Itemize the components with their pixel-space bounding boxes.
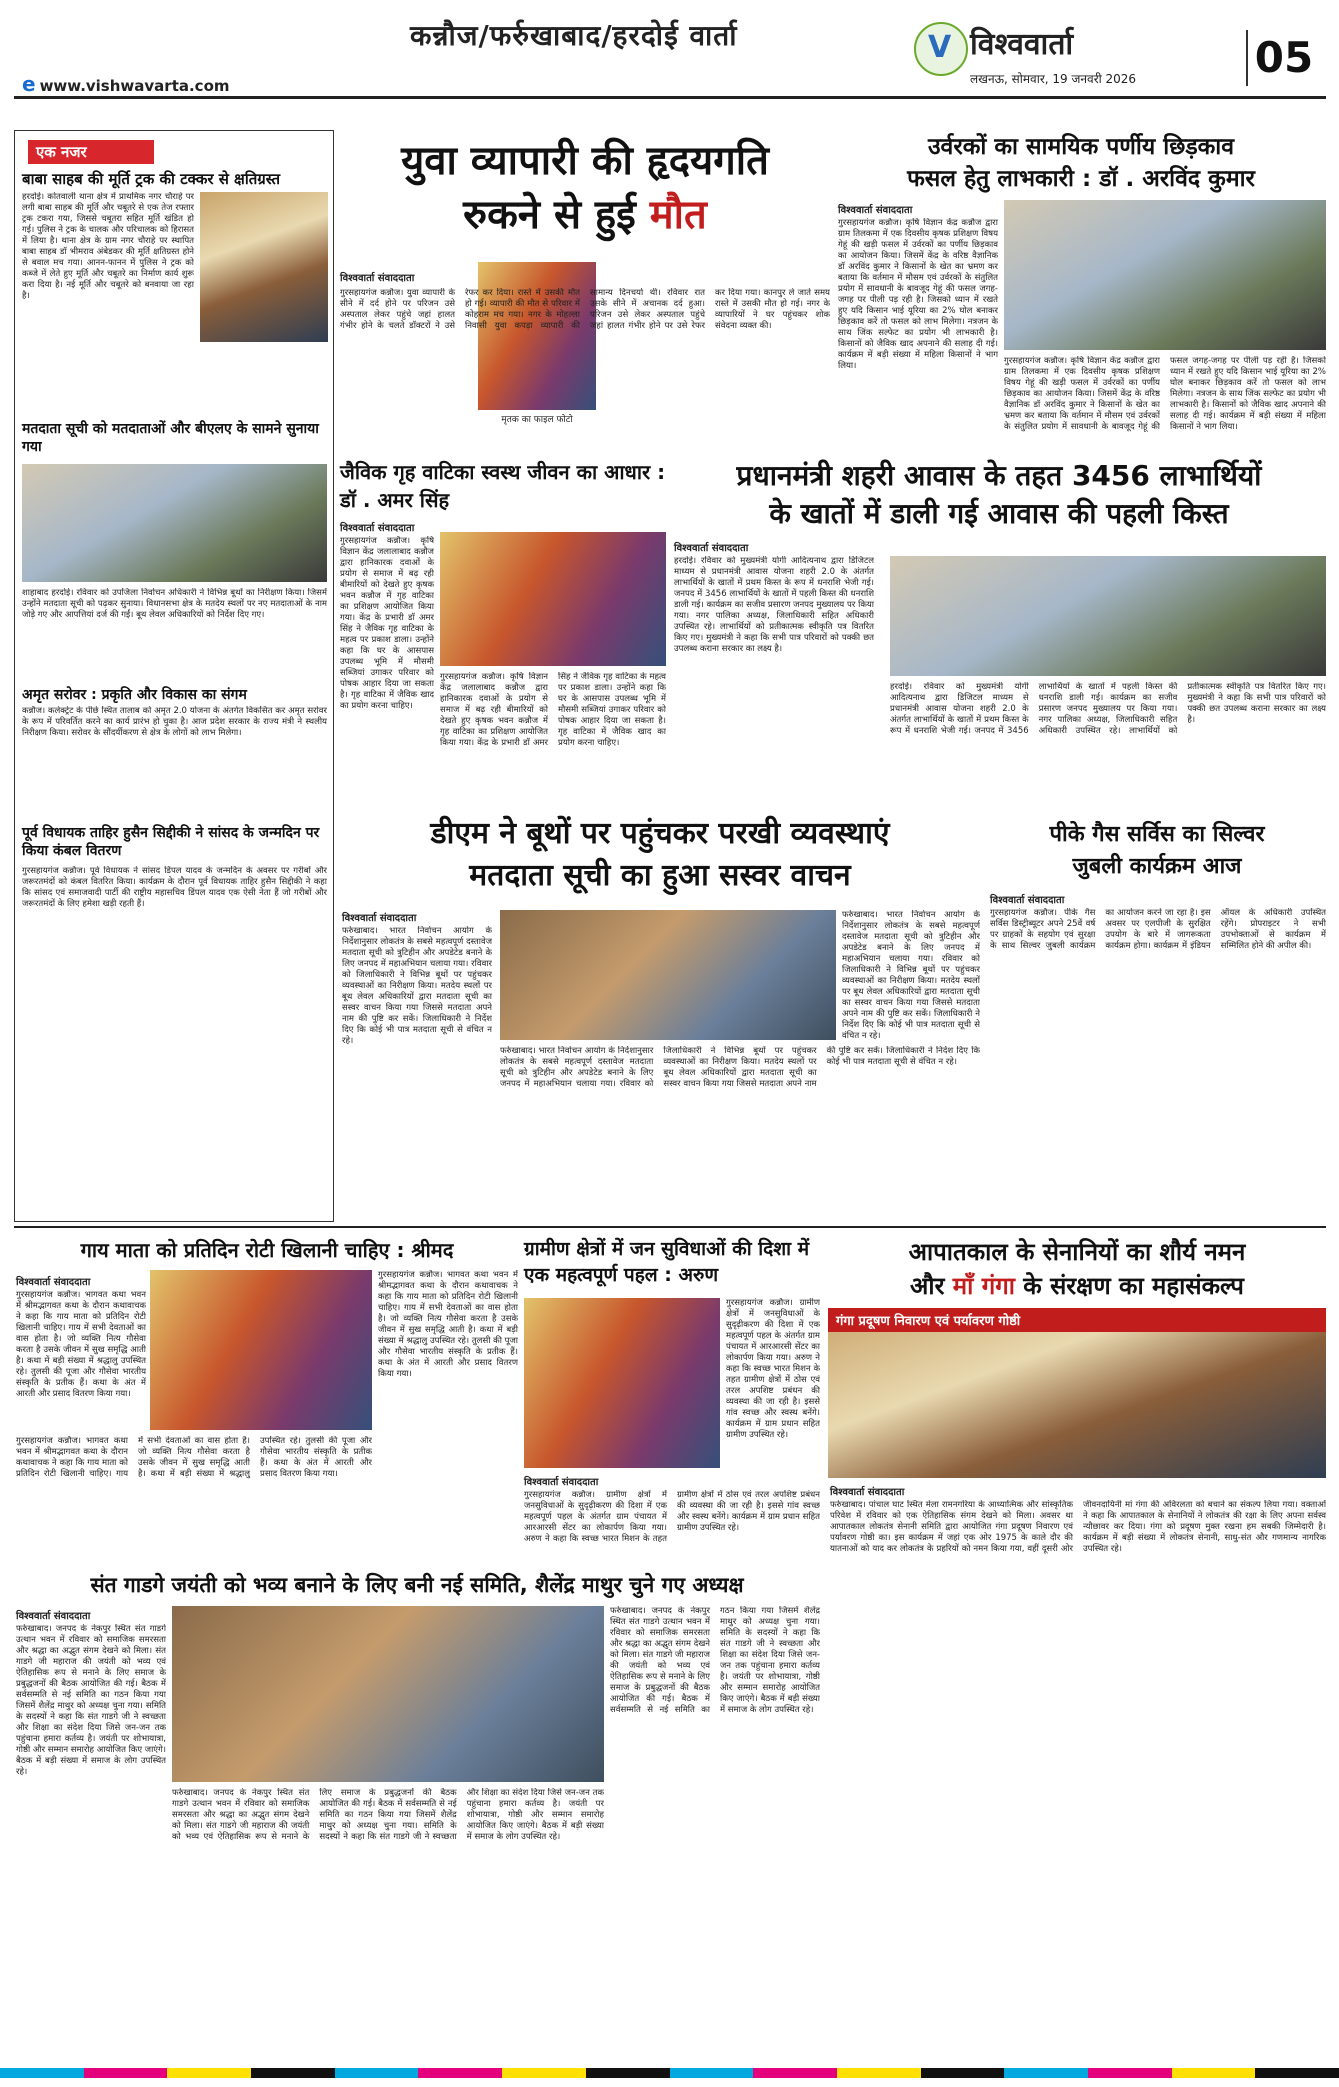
lead-photo-caption: मृतक का फाइल फोटो <box>501 415 573 425</box>
cow-photo <box>150 1270 372 1430</box>
fertilizer-photo <box>1004 200 1326 350</box>
gas-headline-1: पीके गैस सर्विस का सिल्वर <box>1049 822 1265 847</box>
section-title: कन्नौज/फर्रुखाबाद/हरदोई वार्ता <box>410 19 738 52</box>
gadge-body-cont: फर्रुखाबाद। जनपद के नेकपुर स्थित संत गाडगे उत्थान भवन में रविवार को समाजिक समरसता और श्रद्धा का अद्भुत संगम देखने को मिला। संत गाडगे जी महाराज की जयंती को भव्य एवं ऐतिहासिक रूप से मनाने के लिए समाज के प्रबुद्धजनों की बैठक आयोजित की गई। बैठक में सर्वसम्मति से नई समिति का गठन किया गया जिसमें शैलेंद्र माथुर को अध्यक्ष चुना गया। समिति के सदस्यों ने कहा कि संत गाडगे जी ने स्वच्छता और शिक्षा का संदेश दिया जिसे जन-जन तक पहुंचाना हमारा कर्तव्य है। जयंती पर शोभायात्रा, गोष्ठी और सम्मान समारोह आयोजित किए जाएंगे। बैठक में बड़ी संख्या में समाज के लोग उपस्थित रहे। <box>172 1788 604 1842</box>
meeting-photo <box>22 464 327 582</box>
dm-headline-1: डीएम ने बूथों पर पहुंचकर परखी व्यवस्थाएं <box>430 816 890 851</box>
dm-byline: विश्ववार्ता संवाददाता <box>342 913 417 924</box>
awas-photo <box>890 556 1326 676</box>
cow-byline: विश्ववार्ता संवाददाता <box>16 1277 91 1288</box>
browser-e-icon: e <box>22 72 36 96</box>
fertilizer-headline-2: फसल हेतु लाभकारी : डॉ . अरविंद कुमार <box>907 166 1255 192</box>
cow-body: गुरसहायगंज कन्नौज। भागवत कथा भवन में श्रीमद्भागवत कथा के दौरान कथावाचक ने कहा कि गाय माता को प्रतिदिन रोटी खिलानी चाहिए। गाय में सभी देवताओं का वास होता है। जो व्यक्ति नित्य गौसेवा करता है उसके जीवन में सुख समृद्धि आती है। कथा में बड़ी संख्या में श्रद्धालु उपस्थित रहे। तुलसी की पूजा और गौसेवा भारतीय संस्कृति के प्रतीक हैं। कथा के अंत में आरती और प्रसाद वितरण किया गया। <box>16 1290 146 1399</box>
emergency-headline-2: और माँ गंगा के संरक्षण का महासंकल्प <box>910 1272 1244 1300</box>
fertilizer-body: गुरसहायगंज कन्नौज। कृषि विज्ञान केंद्र कन्नौज द्वारा ग्राम तिलकमा में एक दिवसीय कृषक प्रशिक्षण विषय गेहूं की खड़ी फसल में उर्वरकों का पर्णीय छिड़काव का आयोजन किया। जिसमें केंद्र के वरिष्ठ वैज्ञानिक डॉ अरविंद कुमार ने किसानों के खेत का भ्रमण कर बताया कि वर्तमान में मौसम एवं उर्वरकों के संतुलित प्रयोग में सावधानी के बावजूद गेहूं की फसल जगह-जगह पर पीली पड़ रही है। जिसको ध्यान में रखते हुए यदि किसान भाई यूरिया का 2% घोल बनाकर छिड़काव करें तो फसल को लाभ मिलेगा। नत्रजन के साथ जिंक सल्फेट का प्रयोग भी लाभकारी है। किसानों को जैविक खाद अपनाने की सलाह दी गई। कार्यक्रम में बड़ी संख्या में महिला किसानों ने भाग लिया। <box>838 218 998 371</box>
ek-nazar-body-1: हरदोई। कोतवाली थाना क्षेत्र में प्राथमिक नगर चौराहे पर लगी बाबा साहब की मूर्ति और चबूतरे से एक तेज रफ्तार ट्रक टकरा गया, जिससे चबूतरा सहित मूर्ति खंडित हो गई। पुलिस ने ट्रक के चालक और परिचालक को हिरासत में लिया है। थाना क्षेत्र के ग्राम नगर चौराहे पर स्थापित बाबा साहब डॉ भीमराव अंबेडकर की मूर्ति क्षतिग्रस्त होने से बवाल मच गया। आनन-फानन में पुलिस ने ट्रक को कब्जे में लेते हुए मूर्ति और चबूतरे का निर्माण कार्य शुरू करा दिया है। नई मूर्ति और चबूतरे को बनवाया जा रहा है। <box>22 192 194 301</box>
gadge-headline: संत गाडगे जयंती को भव्य बनाने के लिए बनी नई समिति, शैलेंद्र माथुर चुने गए अध्यक्ष <box>90 1573 744 1597</box>
garden-byline: विश्ववार्ता संवाददाता <box>340 523 415 534</box>
awas-body: हरदोई। रविवार को मुख्यमंत्री योगी आदित्यनाथ द्वारा डिजिटल माध्यम से प्रधानमंत्री आवास योजना शहरी 2.0 के अंतर्गत लाभार्थियों के खातों में प्रथम किस्त के रूप में धनराशि भेजी गई। जनपद में 3456 लाभार्थियों के खातों में पहली किस्त की धनराशि डाली गई। कार्यक्रम का सजीव प्रसारण जनपद मुख्यालय पर किया गया। नगर पालिका अध्यक्ष, जिलाधिकारी सहित अधिकारी उपस्थित रहे। लाभार्थियों को प्रतीकात्मक स्वीकृति पत्र वितरित किए गए। मुख्यमंत्री ने कहा कि सभी पात्र परिवारों को पक्की छत उपलब्ध कराना सरकार का लक्ष्य है। <box>674 556 874 654</box>
awas-body-cont: हरदोई। रविवार को मुख्यमंत्री योगी आदित्यनाथ द्वारा डिजिटल माध्यम से प्रधानमंत्री आवास योजना शहरी 2.0 के अंतर्गत लाभार्थियों के खातों में प्रथम किस्त के रूप में धनराशि भेजी गई। जनपद में 3456 लाभार्थियों के खातों में पहली किस्त की धनराशि डाली गई। कार्यक्रम का सजीव प्रसारण जनपद मुख्यालय पर किया गया। नगर पालिका अध्यक्ष, जिलाधिकारी सहित अधिकारी उपस्थित रहे। लाभार्थियों को प्रतीकात्मक स्वीकृति पत्र वितरित किए गए। मुख्यमंत्री ने कहा कि सभी पात्र परिवारों को पक्की छत उपलब्ध कराना सरकार का लक्ष्य है। <box>890 682 1326 736</box>
garden-body-cont: गुरसहायगंज कन्नौज। कृषि विज्ञान केंद्र जलालाबाद कन्नौज द्वारा हानिकारक दवाओं के प्रयोग से समाज में बढ़ रही बीमारियों को देखते हुए कृषक भवन कन्नौज में गृह वाटिका का प्रशिक्षण आयोजित किया गया। केंद्र के प्रभारी डॉ अमर सिंह ने जैविक गृह वाटिका के महत्व पर प्रकाश डाला। उन्होंने कहा कि घर के आसपास उपलब्ध भूमि में मौसमी सब्जियां उगाकर परिवार को पोषक आहार दिया जा सकता है। गृह वाटिका में जैविक खाद का प्रयोग करना चाहिए। <box>440 672 666 748</box>
gadge-body-side: फर्रुखाबाद। जनपद के नेकपुर स्थित संत गाडगे उत्थान भवन में रविवार को समाजिक समरसता और श्रद्धा का अद्भुत संगम देखने को मिला। संत गाडगे जी महाराज की जयंती को भव्य एवं ऐतिहासिक रूप से मनाने के लिए समाज के प्रबुद्धजनों की बैठक आयोजित की गई। बैठक में सर्वसम्मति से नई समिति का गठन किया गया जिसमें शैलेंद्र माथुर को अध्यक्ष चुना गया। समिति के सदस्यों ने कहा कि संत गाडगे जी ने स्वच्छता और शिक्षा का संदेश दिया जिसे जन-जन तक पहुंचाना हमारा कर्तव्य है। जयंती पर शोभायात्रा, गोष्ठी और सम्मान समारोह आयोजित किए जाएंगे। बैठक में बड़ी संख्या में समाज के लोग उपस्थित रहे। <box>610 1606 820 1715</box>
ek-nazar-body-2: शाहाबाद हरदोई। रविवार को उपजिला निर्वाचन अधिकारी ने विभिन्न बूथों का निरीक्षण किया। जिसमें उन्होंने मतदाता सूची को पढ़कर सुनाया। विधानसभा क्षेत्र के मतदेय स्थलों पर नए मतदाताओं के नाम जोड़े गए और आपत्तियां दर्ज की गईं। बूथ लेवल अधिकारियों को निर्देश दिए गए। <box>22 588 327 620</box>
gadge-photo <box>172 1606 604 1782</box>
rural-photo <box>524 1298 720 1468</box>
emergency-headline-1: आपातकाल के सेनानियों का शौर्य नमन <box>908 1238 1246 1266</box>
dm-headline-2: मतदाता सूची का हुआ सस्वर वाचन <box>469 858 851 893</box>
garden-headline: जैविक गृह वाटिका स्वस्थ जीवन का आधार : डॉ . अमर सिंह <box>340 460 666 512</box>
ek-nazar-headline-4: पूर्व विधायक ताहिर हुसैन सिद्दीकी ने सांसद के जन्मदिन पर किया कंबल वितरण <box>22 825 320 859</box>
ek-nazar-headline-2: मतदाता सूची को मतदाताओं और बीएलए के सामने सुनाया गया <box>22 421 319 455</box>
website-url[interactable]: e www.vishwavarta.com <box>22 72 230 96</box>
lead-headline-2: रुकने से हुई मौत <box>463 192 707 238</box>
awas-headline-2: के खातों में डाली गई आवास की पहली किस्त <box>769 497 1229 530</box>
awas-headline-1: प्रधानमंत्री शहरी आवास के तहत 3456 लाभार्थियों <box>736 459 1262 492</box>
dm-body-cont: फर्रुखाबाद। भारत निर्वाचन आयोग के निर्देशानुसार लोकतंत्र के सबसे महत्वपूर्ण दस्तावेज मतदाता सूची को त्रुटिहीन और अपडेटेड बनाने के लिए जनपद में महाअभियान चलाया गया। रविवार को जिलाधिकारी ने विभिन्न बूथों पर पहुंचकर व्यवस्थाओं का निरीक्षण किया। मतदेय स्थलों पर बूथ लेवल अधिकारियों द्वारा मतदाता सूची का सस्वर वाचन किया गया जिससे मतदाता अपने नाम की पुष्टि कर सकें। जिलाधिकारी ने निर्देश दिए कि कोई भी पात्र मतदाता सूची से वंचित न रहे। <box>500 1046 980 1089</box>
rural-byline: विश्ववार्ता संवाददाता <box>524 1477 599 1488</box>
fertilizer-headline-1: उर्वरकों का सामयिक पर्णीय छिड़काव <box>927 134 1235 160</box>
color-registration-strip <box>0 2068 1339 2078</box>
fertilizer-byline: विश्ववार्ता संवाददाता <box>838 205 913 216</box>
gas-body: गुरसहायगंज कन्नौज। पीके गैस सर्विस डिस्ट्रीब्यूटर अपने 25वें वर्ष पर ग्राहकों के सहयोग एवं सुरक्षा के साथ सिल्वर जुबली कार्यक्रम का आयोजन करने जा रहा है। इस अवसर पर एलपीजी के सुरक्षित उपयोग के बारे में जागरूकता कार्यक्रम होगा। कार्यक्रम में इंडियन ऑयल के अधिकारी उपस्थित रहेंगे। प्रोपराइटर ने सभी उपभोक्ताओं से कार्यक्रम में सम्मिलित होने की अपील की। <box>990 908 1326 951</box>
rural-headline: ग्रामीण क्षेत्रों में जन सुविधाओं की दिशा में एक महत्वपूर्ण पहल : अरुण <box>524 1238 810 1286</box>
dm-body: फर्रुखाबाद। भारत निर्वाचन आयोग के निर्देशानुसार लोकतंत्र के सबसे महत्वपूर्ण दस्तावेज मतदाता सूची को त्रुटिहीन और अपडेटेड बनाने के लिए जनपद में महाअभियान चलाया गया। रविवार को जिलाधिकारी ने विभिन्न बूथों पर पहुंचकर व्यवस्थाओं का निरीक्षण किया। मतदेय स्थलों पर बूथ लेवल अधिकारियों द्वारा मतदाता सूची का सस्वर वाचन किया गया जिससे मतदाता अपने नाम की पुष्टि कर सकें। जिलाधिकारी ने निर्देश दिए कि कोई भी पात्र मतदाता सूची से वंचित न रहे। <box>342 926 492 1046</box>
dateline: लखनऊ, सोमवार, 19 जनवरी 2026 <box>970 72 1137 86</box>
cow-body-side: गुरसहायगंज कन्नौज। भागवत कथा भवन में श्रीमद्भागवत कथा के दौरान कथावाचक ने कहा कि गाय माता को प्रतिदिन रोटी खिलानी चाहिए। गाय में सभी देवताओं का वास होता है। जो व्यक्ति नित्य गौसेवा करता है उसके जीवन में सुख समृद्धि आती है। कथा में बड़ी संख्या में श्रद्धालु उपस्थित रहे। तुलसी की पूजा और गौसेवा भारतीय संस्कृति के प्रतीक हैं। कथा के अंत में आरती और प्रसाद वितरण किया गया। <box>378 1270 518 1379</box>
masthead-rule <box>14 96 1326 99</box>
ek-nazar-headline-3: अमृत सरोवर : प्रकृति और विकास का संगम <box>22 687 247 703</box>
cow-headline: गाय माता को प्रतिदिन रोटी खिलानी चाहिए : श्रीमद <box>80 1238 454 1262</box>
lead-headline-1: युवा व्यापारी की हृदयगति <box>401 138 769 184</box>
rural-body: गुरसहायगंज कन्नौज। ग्रामीण क्षेत्रों में जनसुविधाओं के सुदृढ़ीकरण की दिशा में एक महत्वपूर्ण पहल के अंतर्गत ग्राम पंचायत में आरआरसी सेंटर का लोकार्पण किया गया। अरुण ने कहा कि स्वच्छ भारत मिशन के तहत ग्रामीण क्षेत्रों में ठोस एवं तरल अपशिष्ट प्रबंधन की व्यवस्था की जा रही है। इससे गांव स्वच्छ और स्वस्थ बनेंगे। कार्यक्रम में ग्राम प्रधान सहित ग्रामीण उपस्थित रहे। <box>524 1490 820 1544</box>
dm-photo <box>500 910 836 1040</box>
ek-nazar-label: एक नजर <box>28 140 154 164</box>
lead-byline: विश्ववार्ता संवाददाता <box>340 273 415 284</box>
emergency-byline: विश्ववार्ता संवाददाता <box>830 1487 905 1498</box>
page-number: 05 <box>1246 30 1320 86</box>
ek-nazar-headline-1: बाबा साहब की मूर्ति ट्रक की टक्कर से क्षतिग्रस्त <box>22 170 281 188</box>
emergency-banner: गंगा प्रदूषण निवारण एवं पर्यावरण गोष्ठी <box>828 1308 1326 1332</box>
cow-body-cont: गुरसहायगंज कन्नौज। भागवत कथा भवन में श्रीमद्भागवत कथा के दौरान कथावाचक ने कहा कि गाय माता को प्रतिदिन रोटी खिलानी चाहिए। गाय में सभी देवताओं का वास होता है। जो व्यक्ति नित्य गौसेवा करता है उसके जीवन में सुख समृद्धि आती है। कथा में बड़ी संख्या में श्रद्धालु उपस्थित रहे। तुलसी की पूजा और गौसेवा भारतीय संस्कृति के प्रतीक हैं। कथा के अंत में आरती और प्रसाद वितरण किया गया। <box>16 1436 372 1479</box>
emergency-photo <box>828 1308 1326 1478</box>
gas-byline: विश्ववार्ता संवाददाता <box>990 895 1065 906</box>
ek-nazar-body-3: कन्नौज। कलेक्ट्रेट के पीछे स्थित तालाब को अमृत 2.0 योजना के अंतर्गत विकसित कर अमृत सरोवर के रूप में परिवर्तित करने का कार्य प्रारंभ हो चुका है। आज प्रदेश सरकार के राज्य मंत्री ने स्थलीय निरीक्षण किया। सरोवर के सौंदर्यीकरण से क्षेत्र के लोगों को लाभ मिलेगा। <box>22 706 327 738</box>
rural-body-side: गुरसहायगंज कन्नौज। ग्रामीण क्षेत्रों में जनसुविधाओं के सुदृढ़ीकरण की दिशा में एक महत्वपूर्ण पहल के अंतर्गत ग्राम पंचायत में आरआरसी सेंटर का लोकार्पण किया गया। अरुण ने कहा कि स्वच्छ भारत मिशन के तहत ग्रामीण क्षेत्रों में ठोस एवं तरल अपशिष्ट प्रबंधन की व्यवस्था की जा रही है। इससे गांव स्वच्छ और स्वस्थ बनेंगे। कार्यक्रम में ग्राम प्रधान सहित ग्रामीण उपस्थित रहे। <box>726 1298 820 1440</box>
logo-icon: V <box>914 22 968 76</box>
lead-body: गुरसहायगंज कन्नौज। युवा व्यापारी के सीने में दर्द होने पर परिजन उसे अस्पताल लेकर पहुंचे जहां हालत गंभीर होने के चलते डॉक्टरों ने उसे रेफर कर दिया। रास्ते में उसकी मौत हो गई। व्यापारी की मौत से परिवार में कोहराम मच गया। नगर के मोहल्ला निवासी युवा कपड़ा व्यापारी की सामान्य दिनचर्या थी। रविवार रात उसके सीने में अचानक दर्द हुआ। परिजन उसे लेकर अस्पताल पहुंचे जहां हालत गंभीर होने पर उसे रेफर कर दिया गया। कानपुर ले जाते समय रास्ते में उसकी मौत हो गई। नगर के व्यापारियों ने घर पहुंचकर शोक संवेदना व्यक्त की। <box>340 288 830 331</box>
gas-headline-2: जुबली कार्यक्रम आज <box>1072 854 1242 879</box>
awas-byline: विश्ववार्ता संवाददाता <box>674 543 749 554</box>
paper-name: विश्ववार्ता <box>970 27 1074 62</box>
gadge-body: फर्रुखाबाद। जनपद के नेकपुर स्थित संत गाडगे उत्थान भवन में रविवार को समाजिक समरसता और श्रद्धा का अद्भुत संगम देखने को मिला। संत गाडगे जी महाराज की जयंती को भव्य एवं ऐतिहासिक रूप से मनाने के लिए समाज के प्रबुद्धजनों की बैठक आयोजित की गई। बैठक में सर्वसम्मति से नई समिति का गठन किया गया जिसमें शैलेंद्र माथुर को अध्यक्ष चुना गया। समिति के सदस्यों ने कहा कि संत गाडगे जी ने स्वच्छता और शिक्षा का संदेश दिया जिसे जन-जन तक पहुंचाना हमारा कर्तव्य है। जयंती पर शोभायात्रा, गोष्ठी और सम्मान समारोह आयोजित किए जाएंगे। बैठक में बड़ी संख्या में समाज के लोग उपस्थित रहे। <box>16 1624 166 1777</box>
emergency-body: फर्रुखाबाद। पांचाल घाट स्थित मेला रामनगरिया के आध्यात्मिक और सांस्कृतिक परिवेश में रविवार को एक ऐतिहासिक संगम देखने को मिला। अवसर था आपातकाल लोकतंत्र सेनानी समिति द्वारा आयोजित गंगा प्रदूषण निवारण एवं पर्यावरण गोष्ठी का। इस कार्यक्रम में जहां एक ओर 1975 के काले दौर की यातनाओं को याद कर लोकतंत्र के प्रहरियों को नमन किया गया, वहीं दूसरी ओर जीवनदायिनी मां गंगा की अविरलता को बचाने का संकल्प लिया गया। वक्ताओं ने कहा कि आपातकाल के सेनानियों ने लोकतंत्र की रक्षा के लिए अपना सर्वस्व न्यौछावर कर दिया। गंगा को प्रदूषण मुक्त रखना हम सबकी जिम्मेदारी है। कार्यक्रम में बड़ी संख्या में लोकतंत्र सेनानी, साधु-संत और गणमान्य नागरिक उपस्थित रहे। <box>830 1500 1326 1554</box>
ek-nazar-body-4: गुरसहायगंज कन्नौज। पूर्व विधायक ने सांसद डिंपल यादव के जन्मदिन के अवसर पर गरीबों और जरूरतमंदों को कंबल वितरित किया। कार्यक्रम के दौरान पूर्व विधायक ताहिर हुसैन सिद्दीकी ने कहा कि सांसद एवं समाजवादी पार्टी की राष्ट्रीय महासचिव डिंपल यादव एक ऐसी नेता हैं जो गरीबों और जरूरतमंदों के लिए हमेशा खड़ी रहती हैं। <box>22 866 327 909</box>
gadge-byline: विश्ववार्ता संवाददाता <box>16 1611 91 1622</box>
section-rule <box>14 1226 1326 1228</box>
garden-body: गुरसहायगंज कन्नौज। कृषि विज्ञान केंद्र जलालाबाद कन्नौज द्वारा हानिकारक दवाओं के प्रयोग से समाज में बढ़ रही बीमारियों को देखते हुए कृषक भवन कन्नौज में गृह वाटिका का प्रशिक्षण आयोजित किया गया। केंद्र के प्रभारी डॉ अमर सिंह ने जैविक गृह वाटिका के महत्व पर प्रकाश डाला। उन्होंने कहा कि घर के आसपास उपलब्ध भूमि में मौसमी सब्जियां उगाकर परिवार को पोषक आहार दिया जा सकता है। गृह वाटिका में जैविक खाद का प्रयोग करना चाहिए। <box>340 536 434 711</box>
garden-photo <box>440 532 666 666</box>
statue-photo <box>200 192 328 342</box>
fertilizer-body-cont: गुरसहायगंज कन्नौज। कृषि विज्ञान केंद्र कन्नौज द्वारा ग्राम तिलकमा में एक दिवसीय कृषक प्रशिक्षण विषय गेहूं की खड़ी फसल में उर्वरकों का पर्णीय छिड़काव का आयोजन किया। जिसमें केंद्र के वरिष्ठ वैज्ञानिक डॉ अरविंद कुमार ने किसानों के खेत का भ्रमण कर बताया कि वर्तमान में मौसम एवं उर्वरकों के संतुलित प्रयोग में सावधानी के बावजूद गेहूं की फसल जगह-जगह पर पीली पड़ रही है। जिसको ध्यान में रखते हुए यदि किसान भाई यूरिया का 2% घोल बनाकर छिड़काव करें तो फसल को लाभ मिलेगा। नत्रजन के साथ जिंक सल्फेट का प्रयोग भी लाभकारी है। किसानों को जैविक खाद अपनाने की सलाह दी गई। कार्यक्रम में बड़ी संख्या में महिला किसानों ने भाग लिया। <box>1004 356 1326 432</box>
dm-body-side: फर्रुखाबाद। भारत निर्वाचन आयोग के निर्देशानुसार लोकतंत्र के सबसे महत्वपूर्ण दस्तावेज मतदाता सूची को त्रुटिहीन और अपडेटेड बनाने के लिए जनपद में महाअभियान चलाया गया। रविवार को जिलाधिकारी ने विभिन्न बूथों पर पहुंचकर व्यवस्थाओं का निरीक्षण किया। मतदेय स्थलों पर बूथ लेवल अधिकारियों द्वारा मतदाता सूची का सस्वर वाचन किया गया जिससे मतदाता अपने नाम की पुष्टि कर सकें। जिलाधिकारी ने निर्देश दिए कि कोई भी पात्र मतदाता सूची से वंचित न रहे। <box>842 910 980 1041</box>
